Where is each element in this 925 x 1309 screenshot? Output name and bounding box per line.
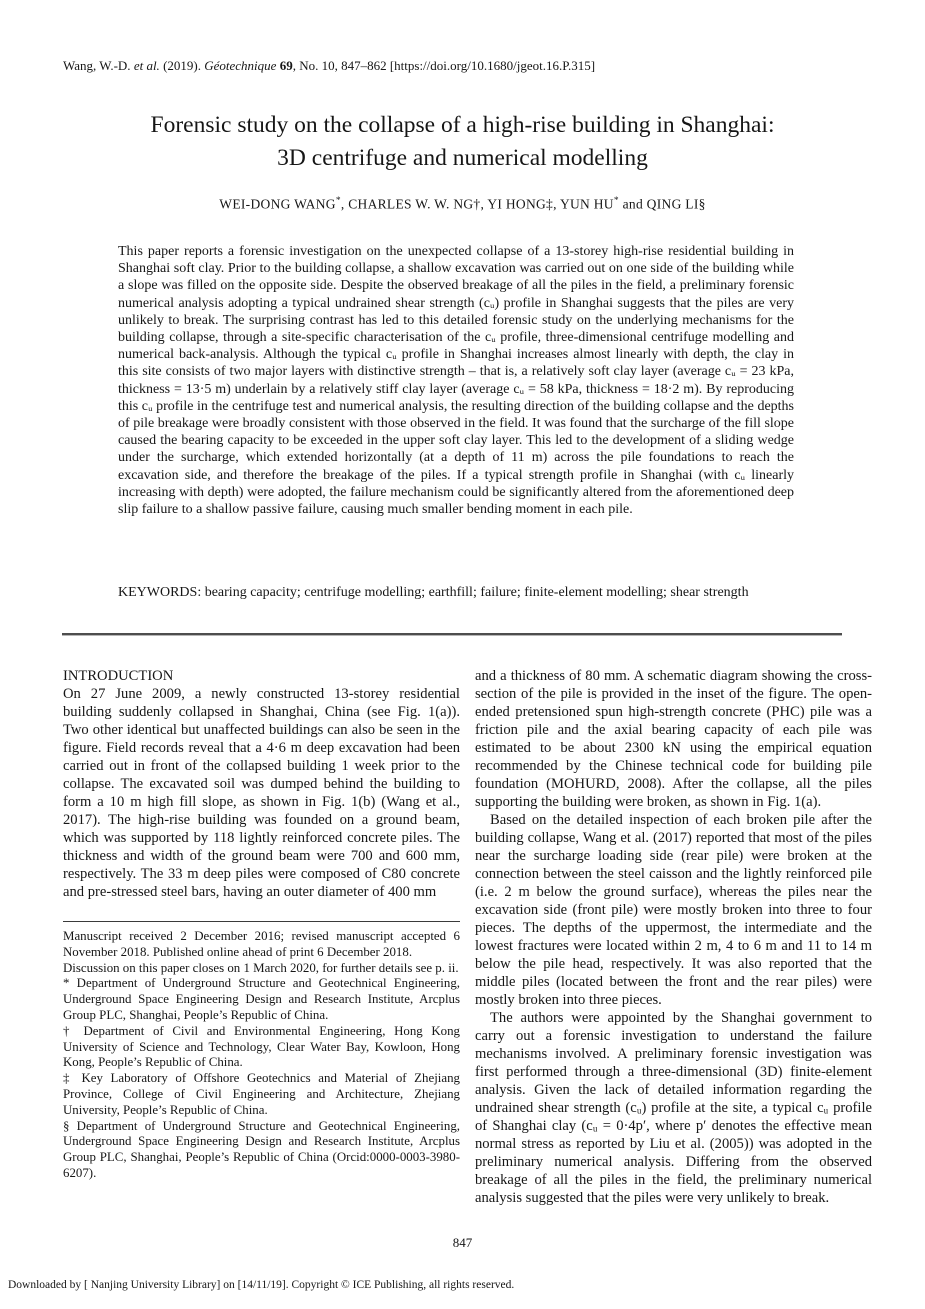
authors-line: WEI-DONG WANG*, CHARLES W. W. NG†, YI HONG‡, YUN HU* and QING LI§ [219,196,706,212]
footnote-affiliation-dagger: † Department of Civil and Environmental Engineering, Hong Kong University of Science and Technology, Clear Water Bay, Kowloon, Hong Kong, People’s Republic of China. [63,1023,460,1070]
intro-paragraph-inspection: Based on the detailed inspection of each broken pile after the building collapse, Wang et al. (2017) reported that most of the piles near the surcharge loading side (rear pile) were broken at the connection between the steel caisson and the lightly reinforced pile (i.e. 2 m below the ground surface), whereas the piles near the excavation side (front pile) were mostly broken into three to four pieces. The depths of the uppermost, the intermediate and the lowest fractures were located within 2 m, 4 to 6 m and 11 to 14 m below the pile head, respectively. It was also reported that the middle piles (located between the front and the rear piles) were mostly broken into three pieces. [475,812,872,1008]
abstract-separator-rule [62,633,842,636]
abstract-text: This paper reports a forensic investigation on the unexpected collapse of a 13-storey high-rise residential building in Shanghai soft clay. Prior to the building collapse, a shallow excavation was carried out on one side of the building while a slope was filled on the opposite side. Despite the observed breakage of all the piles in the field, a preliminary forensic numerical analysis adopting a typical undrained shear strength (cᵤ) profile in Shanghai suggests that the piles are very unlikely to break. The surprising contrast has led to this detailed forensic study on the underlying mechanisms for the building collapse, through a site-specific characterisation of the cᵤ profile, three-dimensional centrifuge modelling and numerical back-analysis. Although the typical cᵤ profile in Shanghai increases almost linearly with depth, the clay in this site consists of two major layers with distinctive strength – that is, a relatively soft clay layer (average cᵤ = 23 kPa, thickness = 13·5 m) underlain by a relatively stiff clay layer (average cᵤ = 58 kPa, thickness = 18·2 m). By reproducing this cᵤ profile in the centrifuge test and numerical analysis, the resulting direction of the building collapse and the depths of pile breakage were broadly consistent with those observed in the field. It was found that the surcharge of the fill slope caused the bearing capacity to be exceeded in the upper soft clay layer. This led to the development of a sliding wedge under the surcharge, which extended horizontally (at a depth of 11 m) across the pile foundations to reach the excavation side, and therefore the breakage of the piles. If a typical strength profile in Shanghai (with cᵤ linearly increasing with depth) were adopted, the failure mechanism could be significantly altered from the aforementioned deep slip failure to a shallow passive failure, causing much smaller bending moment in each pile. [118,244,794,518]
paper-title-line2: 3D centrifuge and numerical modelling [277,145,648,171]
right-column [475,667,872,1207]
header-citation [63,58,595,74]
citation-etal: et al. [133,58,160,73]
citation-authors: Wang, W.-D. [63,58,134,73]
citation-volume: 69 [279,58,293,73]
footnote-affiliation-double-dagger: ‡ Key Laboratory of Offshore Geotechnics and Material of Zhejiang Province, College of Civil Engineering and Architecture, Zhejiang University, People’s Republic of China. [63,1071,460,1117]
intro-paragraph-left: On 27 June 2009, a newly constructed 13-storey residential building suddenly collapsed in Shanghai, China (see Fig. 1(a)). Two other identical but unaffected buildings can also be seen in the figure. Field records reveal that a 4·6 m deep excavation had been carried out in front of the collapsed building 1 week prior to the collapse. The excavated soil was dumped behind the building to form a 10 m high fill slope, as shown in Fig. 1(b) (Wang et al., 2017). The high-rise building was founded on a ground beam, which was supported by 118 lightly reinforced concrete piles. The thickness and width of the ground beam were 700 and 600 mm, respectively. The 33 m deep piles were composed of C80 concrete and pre-stressed steel bars, having an outer diameter of 400 mm [63,686,460,900]
section-heading-introduction: INTRODUCTION [63,668,174,684]
footnote-block [63,921,460,1182]
intro-paragraph-continuation: and a thickness of 80 mm. A schematic diagram showing the cross-section of the pile is provided in the inset of the figure. The open-ended pretensioned spun high-strength concrete (PHC) pile was a friction pile and the axial bearing capacity of each pile was estimated to be about 2300 kN using the empirical equation recommended by the Chinese technical code for building pile foundation (MOHURD, 2008). After the collapse, all the piles supporting the building were broken, as shown in Fig. 1(a). [475,668,872,810]
left-column [63,667,460,901]
keywords-line: KEYWORDS: bearing capacity; centrifuge modelling; earthfill; failure; finite-element modelling; shear strength [118,585,749,600]
footnote-affiliation-asterisk: * Department of Underground Structure and Geotechnical Engineering, Underground Space Engineering Design and Research Institute, Arcplus Group PLC, Shanghai, People’s Republic of China. [63,976,460,1022]
intro-paragraph-authors-appointed: The authors were appointed by the Shanghai government to carry out a forensic investigation to understand the failure mechanisms involved. A preliminary forensic investigation was first performed through a three-dimensional (3D) finite-element analysis. Given the lack of detailed information regarding the undrained shear strength (cᵤ) profile at the site, a typical cᵤ profile of Shanghai clay (cᵤ = 0·4p′, where p′ denotes the effective mean normal stress as reported by Liu et al. (2005)) was adopted in the preliminary numerical analysis. Differing from the observed breakage of all the piles in the field, the preliminary numerical analysis suggested that the piles were very unlikely to break. [475,1010,872,1206]
footnote-discussion: Discussion on this paper closes on 1 March 2020, for further details see p. ii. [63,960,459,975]
author-affiliation-mark: * [335,196,341,206]
citation-doi: , No. 10, 847–862 [https://doi.org/10.1680/jgeot.16.P.315] [292,58,596,73]
footnote-rule [63,921,460,922]
page-number: 847 [452,1235,473,1250]
paper-title [0,109,925,175]
paper-title-line1: Forensic study on the collapse of a high-rise building in Shanghai: [150,112,775,138]
author-affiliation-mark: * [613,196,619,206]
footnote-manuscript: Manuscript received 2 December 2016; revised manuscript accepted 6 November 2018. Published online ahead of print 6 December 2018. [63,929,460,959]
download-copyright-note: Downloaded by [ Nanjing University Library] on [14/11/19]. Copyright © ICE Publishing, all rights reserved. [8,1279,515,1291]
citation-year: (2019). [159,58,205,73]
footnote-affiliation-section: § Department of Underground Structure and Geotechnical Engineering, Underground Space Engineering Design and Research Institute, Arcplus Group PLC, Shanghai, People’s Republic of China (Orcid:0000-0003-3980-6207). [63,1118,460,1180]
citation-journal: Géotechnique [204,58,277,73]
